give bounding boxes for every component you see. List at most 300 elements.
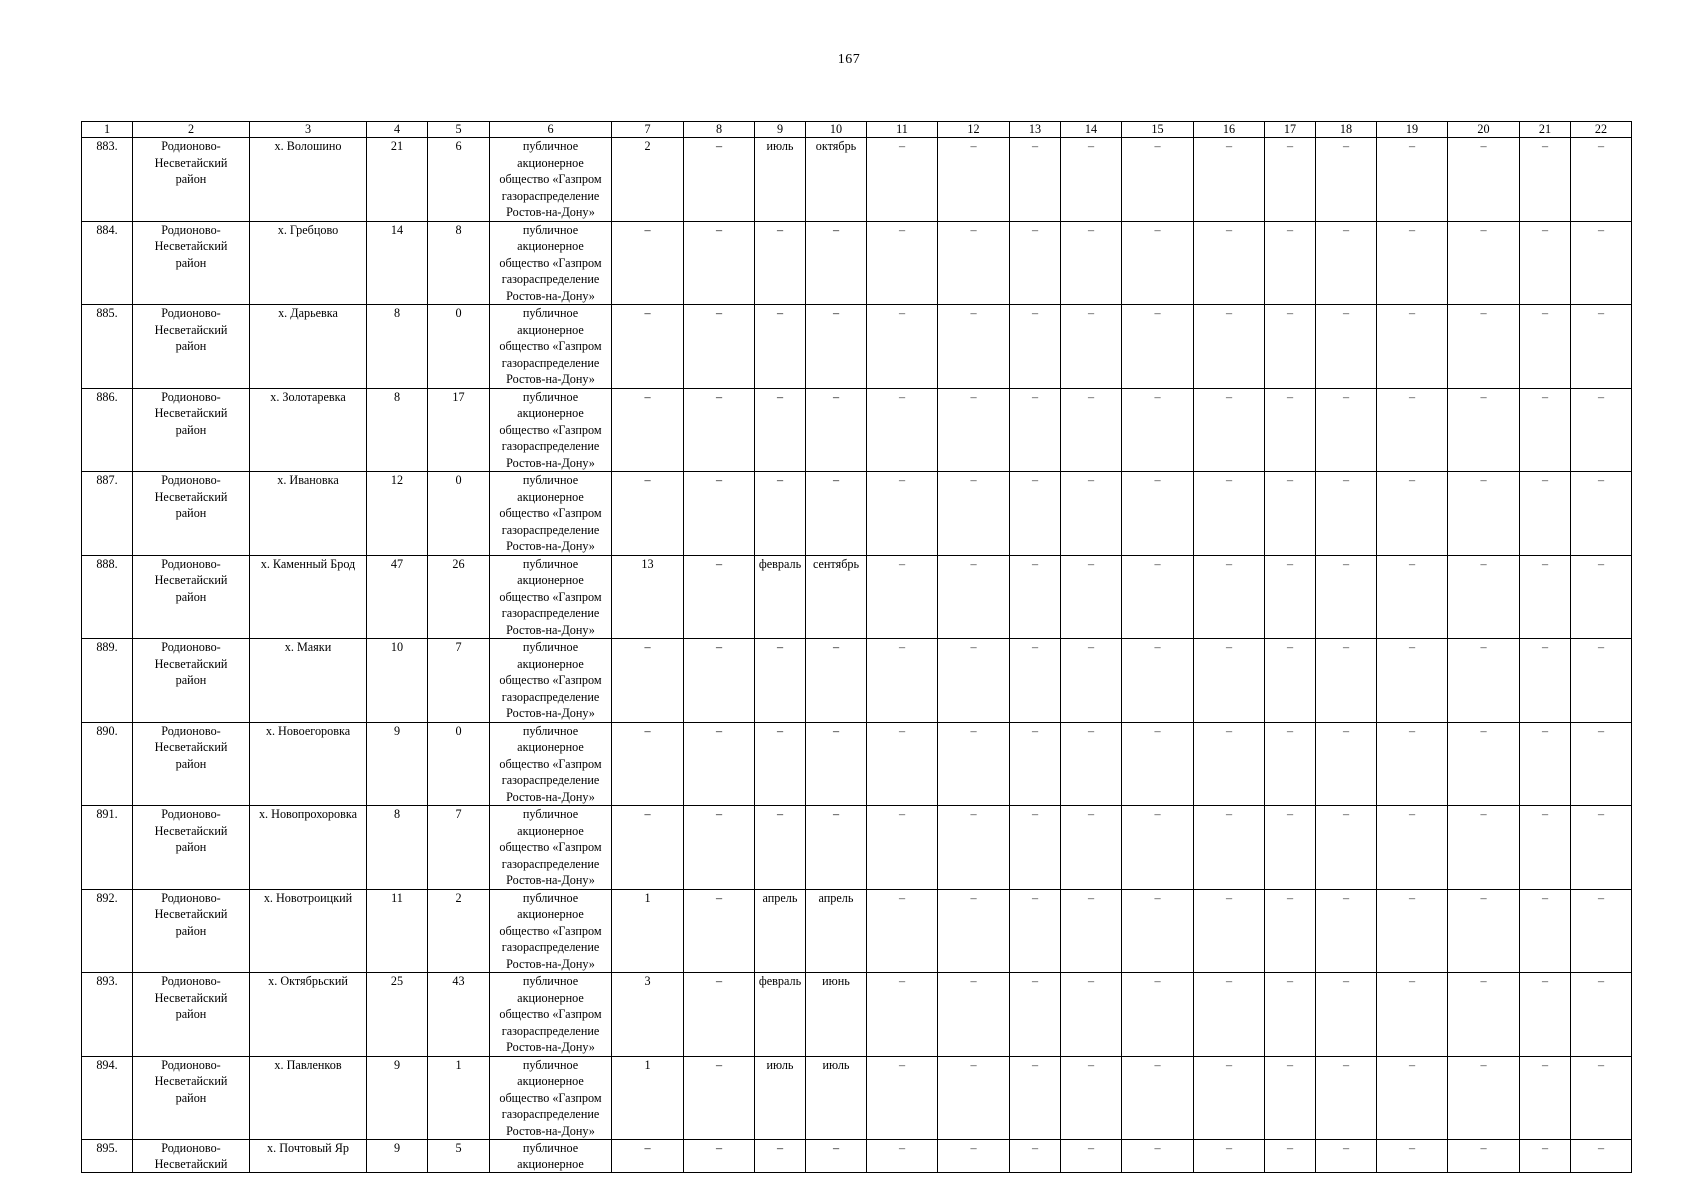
value-cell: 2 [612, 138, 684, 222]
table-row [82, 388, 1632, 472]
dash-cell: – [1010, 722, 1061, 806]
dash-cell: – [938, 388, 1010, 472]
column-header: 1 [82, 122, 133, 138]
value-cell: 1 [612, 889, 684, 973]
district-cell [133, 305, 250, 389]
dash-cell: – [1377, 1056, 1448, 1140]
value-cell: 25 [367, 973, 428, 1057]
column-header: 19 [1377, 122, 1448, 138]
value-cell: – [684, 305, 755, 389]
column-header: 3 [250, 122, 367, 138]
dash-cell: – [1316, 639, 1377, 723]
dash-cell: – [1316, 472, 1377, 556]
district-line: Несветайский [154, 740, 228, 754]
district-cell [133, 889, 250, 973]
owner-line: газораспределение [501, 773, 600, 787]
settlement-cell: х. Павленков [250, 1056, 367, 1140]
dash-cell: – [1448, 1140, 1520, 1173]
value-cell: – [684, 722, 755, 806]
dash-cell: – [938, 555, 1010, 639]
owner-line: акционерное [517, 1157, 584, 1171]
dash-cell: – [1265, 138, 1316, 222]
dash-cell: – [1265, 472, 1316, 556]
dash-cell: – [1265, 639, 1316, 723]
column-header: 21 [1520, 122, 1571, 138]
value-cell: – [684, 388, 755, 472]
value-cell: февраль [755, 555, 806, 639]
owner-line: акционерное [517, 656, 584, 671]
column-header: 13 [1010, 122, 1061, 138]
owner-line: публичное [522, 306, 579, 320]
row-number: 894. [82, 1056, 133, 1140]
dash-cell: – [1122, 221, 1194, 305]
value-cell: – [806, 472, 867, 556]
dash-cell: – [1265, 806, 1316, 890]
district-cell [133, 472, 250, 556]
dash-cell: – [867, 722, 938, 806]
owner-line: акционерное [517, 573, 584, 587]
dash-cell: – [1061, 138, 1122, 222]
dash-cell: – [1265, 221, 1316, 305]
value-cell: 3 [612, 973, 684, 1057]
owner-cell [490, 1056, 612, 1140]
dash-cell: – [1448, 806, 1520, 890]
settlement-cell: х. Маяки [250, 639, 367, 723]
owner-line: публичное [522, 890, 579, 905]
owner-line: газораспределение [501, 1023, 600, 1038]
dash-cell: – [1448, 305, 1520, 389]
dash-cell: – [1122, 388, 1194, 472]
district-line: Несветайский [154, 489, 228, 504]
column-header: 16 [1194, 122, 1265, 138]
dash-cell: – [867, 221, 938, 305]
dash-cell: – [1571, 388, 1632, 472]
value-cell: 9 [367, 1140, 428, 1173]
owner-cell [490, 221, 612, 305]
owner-line: газораспределение [501, 439, 600, 453]
dash-cell: – [1571, 722, 1632, 806]
value-cell: – [684, 1056, 755, 1140]
owner-line: газораспределение [501, 856, 600, 871]
dash-cell: – [1316, 305, 1377, 389]
value-cell: – [612, 221, 684, 305]
dash-cell: – [1448, 1056, 1520, 1140]
owner-line: публичное [522, 807, 579, 821]
owner-line: общество «Газпром [499, 923, 602, 938]
district-cell [133, 1140, 250, 1173]
dash-cell: – [938, 138, 1010, 222]
dash-cell: – [1571, 806, 1632, 890]
dash-cell: – [1061, 806, 1122, 890]
dash-cell: – [1377, 973, 1448, 1057]
value-cell: – [806, 1140, 867, 1173]
dash-cell: – [1571, 1056, 1632, 1140]
dash-cell: – [1122, 722, 1194, 806]
value-cell: 17 [428, 388, 490, 472]
dash-cell: – [1061, 722, 1122, 806]
value-cell: июль [755, 138, 806, 222]
dash-cell: – [1010, 472, 1061, 556]
value-cell: 7 [428, 639, 490, 723]
district-cell [133, 639, 250, 723]
value-cell: – [684, 889, 755, 973]
dash-cell: – [1520, 722, 1571, 806]
dash-cell: – [1448, 889, 1520, 973]
district-line: Несветайский [154, 1074, 228, 1088]
owner-line: общество «Газпром [499, 673, 602, 687]
owner-cell [490, 806, 612, 890]
owner-line: газораспределение [501, 355, 600, 370]
district-line: Родионово- [161, 890, 221, 905]
table-row [82, 555, 1632, 639]
value-cell: – [612, 806, 684, 890]
dash-cell: – [1377, 555, 1448, 639]
owner-line: публичное [522, 139, 579, 153]
dash-cell: – [1571, 555, 1632, 639]
dash-cell: – [1061, 305, 1122, 389]
dash-cell: – [1520, 806, 1571, 890]
district-line: район [175, 255, 207, 270]
owner-line: публичное [522, 473, 579, 487]
owner-line: акционерное [517, 740, 584, 754]
dash-cell: – [1194, 889, 1265, 973]
value-cell: – [684, 221, 755, 305]
owner-line: публичное [522, 1141, 579, 1155]
value-cell: – [612, 722, 684, 806]
owner-line: газораспределение [501, 689, 600, 704]
dash-cell: – [1010, 138, 1061, 222]
dash-cell: – [1316, 555, 1377, 639]
district-cell [133, 806, 250, 890]
value-cell: – [684, 639, 755, 723]
owner-cell [490, 1140, 612, 1173]
dash-cell: – [1571, 639, 1632, 723]
dash-cell: – [1377, 1140, 1448, 1173]
dash-cell: – [1010, 1140, 1061, 1173]
dash-cell: – [938, 973, 1010, 1057]
owner-line: Ростов-на-Дону» [506, 706, 595, 720]
dash-cell: – [1520, 1140, 1571, 1173]
settlement-cell: х. Золотаревка [250, 388, 367, 472]
dash-cell: – [1061, 555, 1122, 639]
settlement-cell: х. Дарьевка [250, 305, 367, 389]
value-cell: – [684, 1140, 755, 1173]
district-line: район [175, 756, 207, 771]
owner-line: публичное [522, 974, 579, 988]
value-cell: июль [755, 1056, 806, 1140]
owner-line: акционерное [517, 322, 584, 337]
dash-cell: – [938, 472, 1010, 556]
owner-line: акционерное [517, 489, 584, 504]
value-cell: 8 [428, 221, 490, 305]
dash-cell: – [1448, 973, 1520, 1057]
value-cell: – [755, 722, 806, 806]
district-line: Родионово- [161, 640, 221, 654]
district-line: Родионово- [161, 807, 221, 821]
dash-cell: – [1010, 639, 1061, 723]
owner-line: общество «Газпром [499, 756, 602, 771]
dash-cell: – [1010, 973, 1061, 1057]
column-header: 14 [1061, 122, 1122, 138]
dash-cell: – [1122, 973, 1194, 1057]
owner-line: публичное [522, 556, 579, 571]
dash-cell: – [1571, 889, 1632, 973]
district-line: Родионово- [161, 1057, 221, 1072]
value-cell: 9 [367, 1056, 428, 1140]
value-cell: – [612, 472, 684, 556]
dash-cell: – [1265, 555, 1316, 639]
dash-cell: – [1122, 889, 1194, 973]
dash-cell: – [938, 806, 1010, 890]
dash-cell: – [1571, 973, 1632, 1057]
table-row [82, 973, 1632, 1057]
district-line: Несветайский [154, 823, 228, 838]
owner-line: публичное [522, 640, 579, 654]
dash-cell: – [1571, 221, 1632, 305]
value-cell: 26 [428, 555, 490, 639]
value-cell: – [806, 639, 867, 723]
owner-line: газораспределение [501, 606, 600, 620]
dash-cell: – [1122, 305, 1194, 389]
dash-cell: – [1316, 138, 1377, 222]
value-cell: – [612, 1140, 684, 1173]
dash-cell: – [1377, 138, 1448, 222]
value-cell: 1 [428, 1056, 490, 1140]
dash-cell: – [1448, 388, 1520, 472]
page-number: 167 [837, 52, 861, 67]
column-header: 18 [1316, 122, 1377, 138]
dash-cell: – [1571, 472, 1632, 556]
value-cell: – [684, 806, 755, 890]
district-line: район [175, 422, 207, 437]
owner-cell [490, 138, 612, 222]
district-line: Родионово- [161, 556, 221, 571]
owner-line: Ростов-на-Дону» [506, 622, 595, 637]
owner-cell [490, 305, 612, 389]
dash-cell: – [1316, 388, 1377, 472]
column-header: 9 [755, 122, 806, 138]
value-cell: 0 [428, 722, 490, 806]
dash-cell: – [1316, 722, 1377, 806]
settlement-cell: х. Новотроицкий [250, 889, 367, 973]
value-cell: – [806, 388, 867, 472]
owner-line: общество «Газпром [499, 172, 602, 186]
dash-cell: – [1571, 305, 1632, 389]
dash-cell: – [1194, 1140, 1265, 1173]
row-number: 890. [82, 722, 133, 806]
table-row [82, 806, 1632, 890]
owner-line: Ростов-на-Дону» [506, 455, 595, 470]
dash-cell: – [1194, 472, 1265, 556]
dash-cell: – [1194, 388, 1265, 472]
value-cell: – [612, 388, 684, 472]
district-line: Несветайский [154, 406, 228, 420]
table-row [82, 1140, 1632, 1173]
table-row [82, 138, 1632, 222]
owner-line: общество «Газпром [499, 422, 602, 437]
owner-line: публичное [522, 723, 579, 738]
dash-cell: – [867, 973, 938, 1057]
dash-cell: – [1194, 555, 1265, 639]
district-line: Несветайский [154, 907, 228, 921]
dash-cell: – [1316, 889, 1377, 973]
dash-cell: – [867, 639, 938, 723]
owner-line: Ростов-на-Дону» [506, 288, 595, 303]
dash-cell: – [1316, 221, 1377, 305]
value-cell: 5 [428, 1140, 490, 1173]
table-row [82, 722, 1632, 806]
district-cell [133, 722, 250, 806]
dash-cell: – [1194, 138, 1265, 222]
value-cell: – [755, 472, 806, 556]
column-header: 2 [133, 122, 250, 138]
district-line: Родионово- [161, 473, 221, 487]
value-cell: – [755, 1140, 806, 1173]
value-cell: – [755, 639, 806, 723]
dash-cell: – [1520, 889, 1571, 973]
owner-line: акционерное [517, 239, 584, 253]
dash-cell: – [1316, 973, 1377, 1057]
dash-cell: – [1010, 555, 1061, 639]
district-line: Родионово- [161, 974, 221, 988]
dash-cell: – [1061, 1140, 1122, 1173]
row-number: 893. [82, 973, 133, 1057]
district-cell [133, 555, 250, 639]
value-cell: – [755, 388, 806, 472]
column-header: 7 [612, 122, 684, 138]
owner-cell [490, 555, 612, 639]
district-line: Несветайский [154, 239, 228, 253]
value-cell: 8 [367, 806, 428, 890]
value-cell: – [684, 973, 755, 1057]
owner-line: публичное [522, 389, 579, 404]
table-row [82, 889, 1632, 973]
dash-cell: – [1316, 1056, 1377, 1140]
column-header: 15 [1122, 122, 1194, 138]
dash-cell: – [1448, 555, 1520, 639]
dash-cell: – [867, 472, 938, 556]
district-line: район [175, 506, 207, 520]
dash-cell: – [1265, 305, 1316, 389]
owner-line: акционерное [517, 990, 584, 1005]
owner-line: Ростов-на-Дону» [506, 873, 595, 887]
value-cell: октябрь [806, 138, 867, 222]
dash-cell: – [938, 221, 1010, 305]
table-row [82, 305, 1632, 389]
district-line: Родионово- [161, 723, 221, 738]
district-line: Родионово- [161, 306, 221, 320]
dash-cell: – [1377, 889, 1448, 973]
district-line: район [175, 1007, 207, 1021]
dash-cell: – [1061, 472, 1122, 556]
value-cell: – [612, 305, 684, 389]
value-cell: – [612, 639, 684, 723]
dash-cell: – [1520, 1056, 1571, 1140]
owner-line: общество «Газпром [499, 339, 602, 353]
owner-line: общество «Газпром [499, 1090, 602, 1105]
value-cell: 47 [367, 555, 428, 639]
column-header: 22 [1571, 122, 1632, 138]
row-number: 892. [82, 889, 133, 973]
dash-cell: – [1571, 138, 1632, 222]
settlement-cell: х. Волошино [250, 138, 367, 222]
column-header: 17 [1265, 122, 1316, 138]
settlement-cell: х. Ивановка [250, 472, 367, 556]
dash-cell: – [938, 889, 1010, 973]
dash-cell: – [1010, 889, 1061, 973]
owner-line: газораспределение [501, 940, 600, 954]
value-cell: июль [806, 1056, 867, 1140]
owner-line: Ростов-на-Дону» [506, 1123, 595, 1138]
owner-line: общество «Газпром [499, 255, 602, 270]
owner-line: публичное [522, 1057, 579, 1072]
dash-cell: – [1194, 221, 1265, 305]
dash-cell: – [1010, 1056, 1061, 1140]
value-cell: 2 [428, 889, 490, 973]
district-line: район [175, 589, 207, 604]
value-cell: 0 [428, 305, 490, 389]
dash-cell: – [1194, 305, 1265, 389]
owner-cell [490, 973, 612, 1057]
district-line: Родионово- [161, 389, 221, 404]
dash-cell: – [1448, 138, 1520, 222]
value-cell: 10 [367, 639, 428, 723]
column-header: 12 [938, 122, 1010, 138]
dash-cell: – [1377, 639, 1448, 723]
table-body [82, 138, 1632, 1173]
dash-cell: – [1122, 472, 1194, 556]
settlement-cell: х. Почтовый Яр [250, 1140, 367, 1173]
dash-cell: – [1448, 722, 1520, 806]
dash-cell: – [1520, 555, 1571, 639]
dash-cell: – [1520, 138, 1571, 222]
row-number: 885. [82, 305, 133, 389]
dash-cell: – [1010, 806, 1061, 890]
settlement-cell: х. Новоегоровка [250, 722, 367, 806]
dash-cell: – [1061, 221, 1122, 305]
dash-cell: – [1520, 305, 1571, 389]
value-cell: – [755, 806, 806, 890]
owner-line: Ростов-на-Дону» [506, 789, 595, 804]
value-cell: – [806, 305, 867, 389]
dash-cell: – [1122, 138, 1194, 222]
dash-cell: – [938, 1056, 1010, 1140]
value-cell: – [755, 221, 806, 305]
dash-cell: – [867, 889, 938, 973]
column-header: 6 [490, 122, 612, 138]
table-row [82, 1056, 1632, 1140]
dash-cell: – [1122, 555, 1194, 639]
column-header: 10 [806, 122, 867, 138]
dash-cell: – [938, 722, 1010, 806]
owner-cell [490, 472, 612, 556]
table-row [82, 472, 1632, 556]
owner-line: акционерное [517, 406, 584, 420]
dash-cell: – [938, 639, 1010, 723]
dash-cell: – [1448, 221, 1520, 305]
settlement-cell: х. Новопрохоровка [250, 806, 367, 890]
row-number: 886. [82, 388, 133, 472]
value-cell: февраль [755, 973, 806, 1057]
district-line: Несветайский [154, 1157, 228, 1171]
owner-line: общество «Газпром [499, 589, 602, 604]
value-cell: – [806, 221, 867, 305]
column-header: 11 [867, 122, 938, 138]
owner-line: Ростов-на-Дону» [506, 205, 595, 219]
value-cell: – [684, 472, 755, 556]
district-line: Несветайский [154, 155, 228, 170]
district-line: Несветайский [154, 322, 228, 337]
